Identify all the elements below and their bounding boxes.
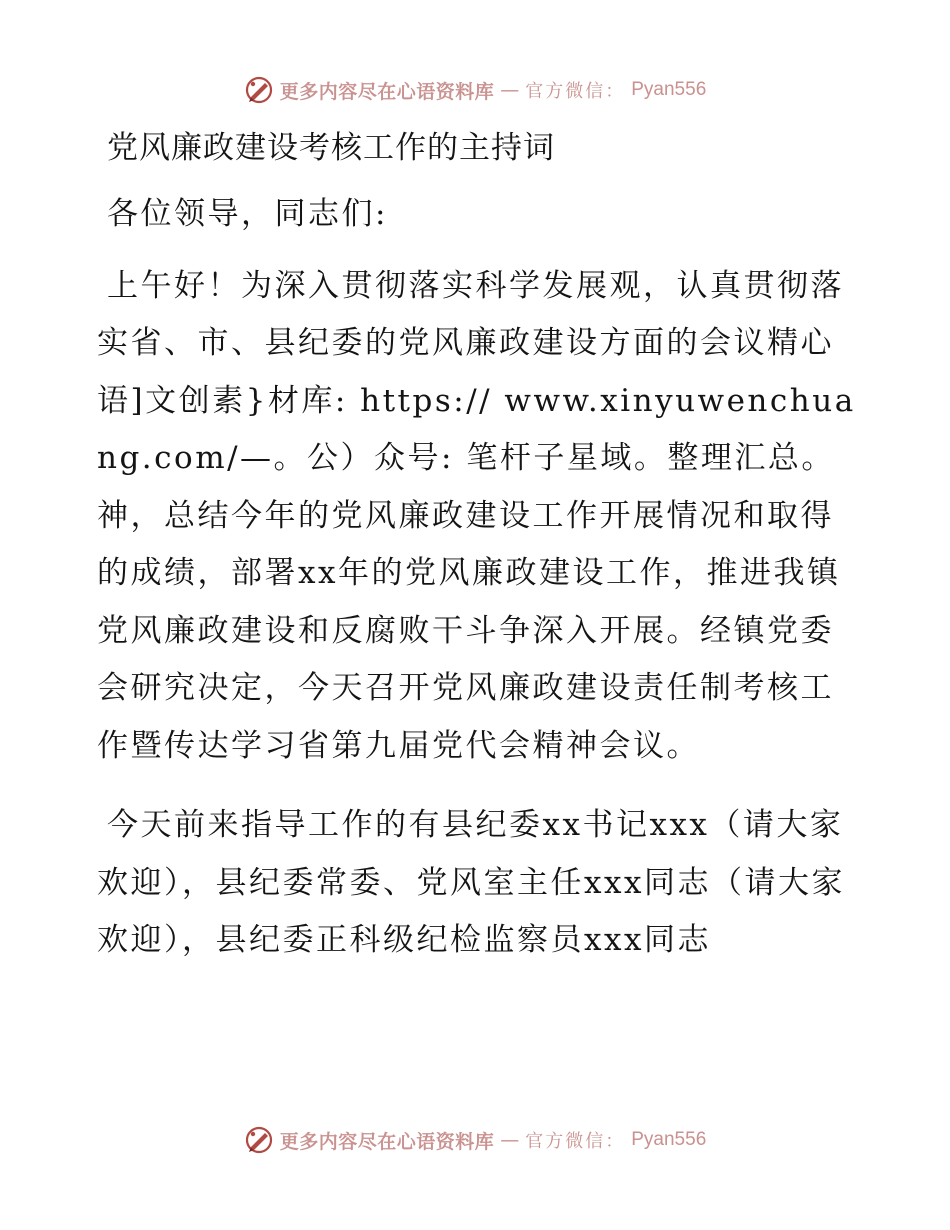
footer-watermark-banner <box>0 1120 950 1160</box>
pen-circle-logo-icon <box>244 1125 274 1155</box>
body-paragraph-2: 今天前来指导工作的有县纪委xx书记xxx（请大家欢迎），县纪委常委、党风室主任xxx同志（请大家欢迎），县纪委正科级纪检监察员xxx同志 <box>97 807 845 958</box>
banner-separator: — <box>500 79 520 101</box>
banner-wechat-id: Pyan556 <box>631 79 707 100</box>
greeting-paragraph: 各位领导，同志们: <box>107 196 388 232</box>
header-watermark-banner <box>0 70 950 110</box>
banner-separator: — <box>500 1129 520 1151</box>
banner-text: 更多内容尽在心语资料库 <box>279 1130 495 1153</box>
banner-wechat-label: 官方微信： <box>525 1131 626 1152</box>
banner-wechat-label: 官方微信： <box>525 81 626 102</box>
banner-wechat-id: Pyan556 <box>631 1129 707 1150</box>
document-title: 党风廉政建设考核工作的主持词 <box>107 130 555 166</box>
body-paragraph-1: 上午好！为深入贯彻落实科学发展观，认真贯彻落实省、市、县纪委的党风廉政建设方面的会议精心语]文创素}材库: https:// www.xinyuwenchuang.com/—。公）众号: 笔杆子星域。整理汇总。神，总结今年的党风廉政建设工作开展情况和取得的成绩，部署xx年的党风廉政建设工作，推进我镇党风廉政建设和反腐败干斗争深入开展。经镇党委会研究决定，今天召开党风廉政建设责任制考核工作暨传达学习省第九届党代会精神会议。 <box>97 267 856 764</box>
pen-circle-logo-icon <box>244 75 274 105</box>
document-body <box>97 120 857 970</box>
banner-text: 更多内容尽在心语资料库 <box>279 80 495 103</box>
